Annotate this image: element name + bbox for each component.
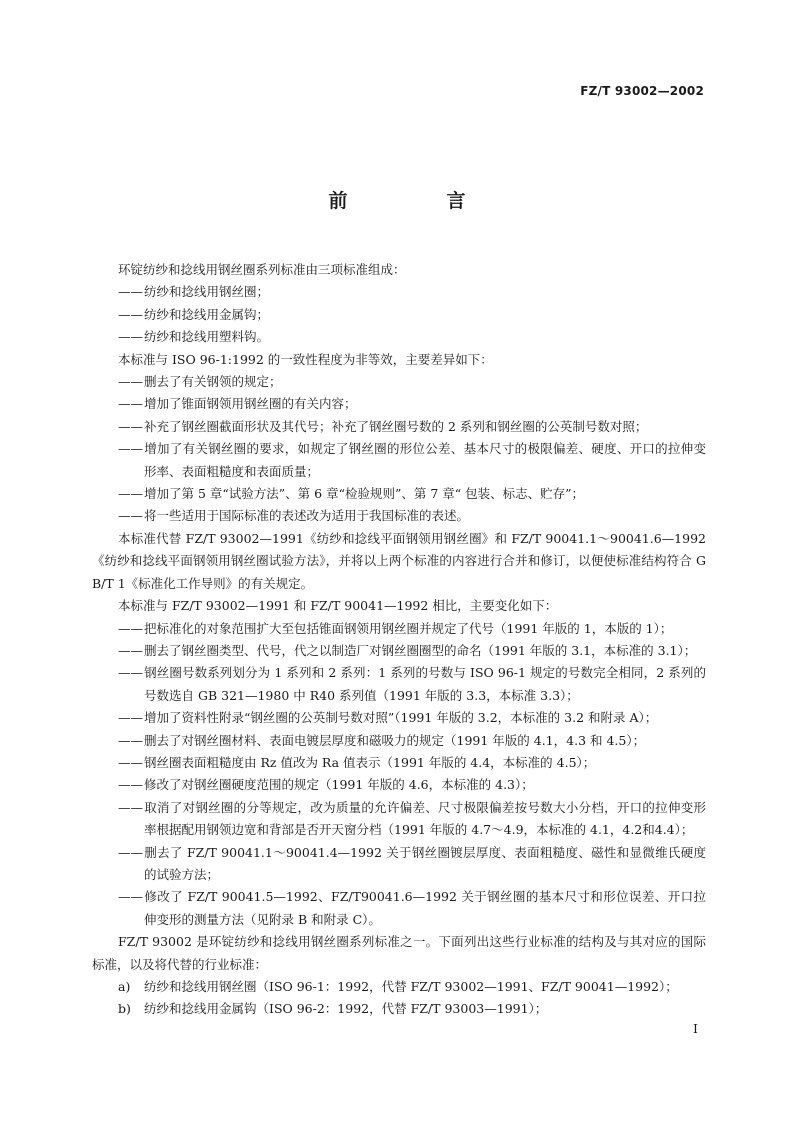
dash-marker: —— [118, 374, 143, 390]
enumerated-item [118, 998, 706, 1020]
item-marker: a) [118, 979, 131, 994]
item-text: 纺纱和捻线用金属钩； [144, 306, 270, 322]
enumerated-item [118, 976, 706, 998]
item-text: 删去了 FZ/T 90041.1～90041.4—1992 关于钢丝圈镀层厚度、表面粗糙度、磁性和显微维氏硬度的试验方法； [144, 844, 706, 882]
dash-marker: —— [118, 710, 143, 726]
item-text: 增加了第 5 章“试验方法”、第 6 章“检验规则”、第 7 章“ 包装、标志、贮存”； [144, 486, 585, 502]
dash-list-item [118, 707, 706, 729]
item-text: 纺纱和捻线用钢丝圈； [144, 284, 270, 300]
dash-marker: —— [118, 777, 143, 793]
paragraph: 本标准与 FZ/T 93002—1991 和 FZ/T 90041—1992 相比，主要变化如下： [118, 598, 558, 614]
dash-marker: —— [118, 665, 143, 681]
item-text: 纺纱和捻线用塑料钩。 [144, 329, 270, 345]
dash-marker: —— [118, 889, 143, 905]
dash-list-item [118, 886, 706, 931]
item-text: 补充了钢丝圈截面形状及其代号；补充了钢丝圈号数的 2 系列和钢丝圈的公英制号数对照； [144, 418, 648, 434]
item-text: 取消了对钢丝圈的分等规定，改为质量的允许偏差、尺寸极限偏差按号数大小分档，开口的拉伸变形率根据配用钢领边宽和背部是否开天窗分档（1991 年版的 4.7～4.9，本标准的 4.1，4.2和4.4）； [144, 799, 706, 838]
dash-list-item [118, 416, 706, 438]
dash-marker: —— [118, 306, 143, 322]
item-text: 将一些适用于国际标准的表述改为适用于我国标准的表述。 [144, 508, 470, 524]
dash-marker: —— [118, 329, 143, 345]
item-text: 增加了有关钢丝圈的要求，如规定了钢丝圈的形位公差、基本尺寸的极限偏差、硬度、开口的拉伸变形率、表面粗糙度和表面质量； [144, 441, 706, 479]
item-text: 修改了对钢丝圈硬度范围的规定（1991 年版的 4.6，本标准的 4.3）； [144, 777, 534, 793]
dash-list-item [118, 640, 706, 662]
item-text: 纺纱和捻线用金属钩（ISO 96-2：1992，代替 FZ/T 93003—1991）； [144, 1001, 548, 1017]
dash-marker: —— [118, 441, 143, 457]
item-text: 钢丝圈号数系列划分为 1 系列和 2 系列：1 系列的号数与 ISO 96-1 规定的号数完全相同，2 系列的号数选自 GB 321—1980 中 R40 系列值（1991 年版的 3.3，本标准 3.3）； [144, 665, 706, 703]
dash-list-item [118, 774, 706, 796]
dash-list-item [118, 797, 706, 842]
page-title: 前 言 [328, 190, 506, 212]
standard-code: FZ/T 93002—2002 [580, 84, 704, 98]
dash-marker: —— [118, 732, 143, 748]
paragraph: 本标准代替 FZ/T 93002—1991《纺纱和捻线平面钢领用钢丝圈》和 FZ/T 90041.1～90041.6—1992《纺纱和捻线平面钢领用钢丝圈试验方法》，并将以上两个标准的内容进行合并和修订，以便使标准结构符合 GB/T 1《标准化工作导则》的有关规定。 [92, 530, 706, 591]
dash-list-item [118, 505, 706, 527]
dash-marker: —— [118, 642, 143, 658]
dash-list-item [118, 393, 706, 415]
paragraph: 本标准与 ISO 96-1:1992 的一致性程度为非等效，主要差异如下： [118, 351, 493, 367]
dash-marker: —— [118, 396, 143, 412]
item-text: 删去了钢丝圈类型、代号，代之以制造厂对钢丝圈圈型的命名（1991 年版的 3.1，本标准的 3.1）； [144, 642, 697, 658]
dash-list-item [118, 281, 706, 303]
item-text: 增加了锥面钢领用钢丝圈的有关内容； [144, 396, 357, 412]
dash-marker: —— [118, 284, 143, 300]
paragraph: FZ/T 93002 是环锭纺纱和捻线用钢丝圈系列标准之一。下面列出这些行业标准的结构及与其对应的国际标准，以及将代替的行业标准： [92, 934, 706, 972]
item-text: 把标准化的对象范围扩大至包括锥面钢领用钢丝圈并规定了代号（1991 年版的 1，本版的 1）； [144, 620, 673, 636]
dash-list-item [118, 438, 706, 483]
dash-list-item [118, 662, 706, 707]
dash-list-item [118, 730, 706, 752]
item-text: 删去了有关钢领的规定； [144, 374, 282, 390]
dash-list-item [118, 371, 706, 393]
dash-list-item [118, 752, 706, 774]
item-text: 增加了资料性附录“钢丝圈的公英制号数对照”（1991 年版的 3.2，本标准的 3.2 和附录 A）； [144, 710, 658, 726]
document-body [92, 259, 706, 1021]
item-text: 纺纱和捻线用钢丝圈（ISO 96-1：1992，代替 FZ/T 93002—1991、FZ/T 90041—1992）； [144, 979, 678, 994]
dash-marker: —— [118, 754, 143, 770]
page-number: I [693, 1021, 698, 1036]
dash-marker: —— [118, 620, 143, 636]
dash-marker: —— [118, 508, 143, 524]
item-text: 删去了对钢丝圈材料、表面电镀层厚度和磁吸力的规定（1991 年版的 4.1，4.3 和 4.5）； [144, 732, 646, 748]
dash-list-item [118, 842, 706, 887]
dash-marker: —— [118, 799, 143, 815]
dash-marker: —— [118, 844, 143, 860]
dash-list-item [118, 618, 706, 640]
dash-list-item [118, 304, 706, 326]
item-marker: b) [118, 1001, 131, 1017]
item-text: 修改了 FZ/T 90041.5—1992、FZ/T90041.6—1992 关于钢丝圈的基本尺寸和形位误差、开口拉伸变形的测量方法（见附录 B 和附录 C）。 [144, 889, 706, 927]
item-text: 钢丝圈表面粗糙度由 Rz 值改为 Ra 值表示（1991 年版的 4.4，本标准的 4.5）； [144, 754, 596, 770]
dash-marker: —— [118, 486, 143, 502]
dash-list-item [118, 326, 706, 348]
dash-marker: —— [118, 418, 143, 434]
dash-list-item [118, 483, 706, 505]
paragraph: 环锭纺纱和捻线用钢丝圈系列标准由三项标准组成： [118, 262, 406, 277]
